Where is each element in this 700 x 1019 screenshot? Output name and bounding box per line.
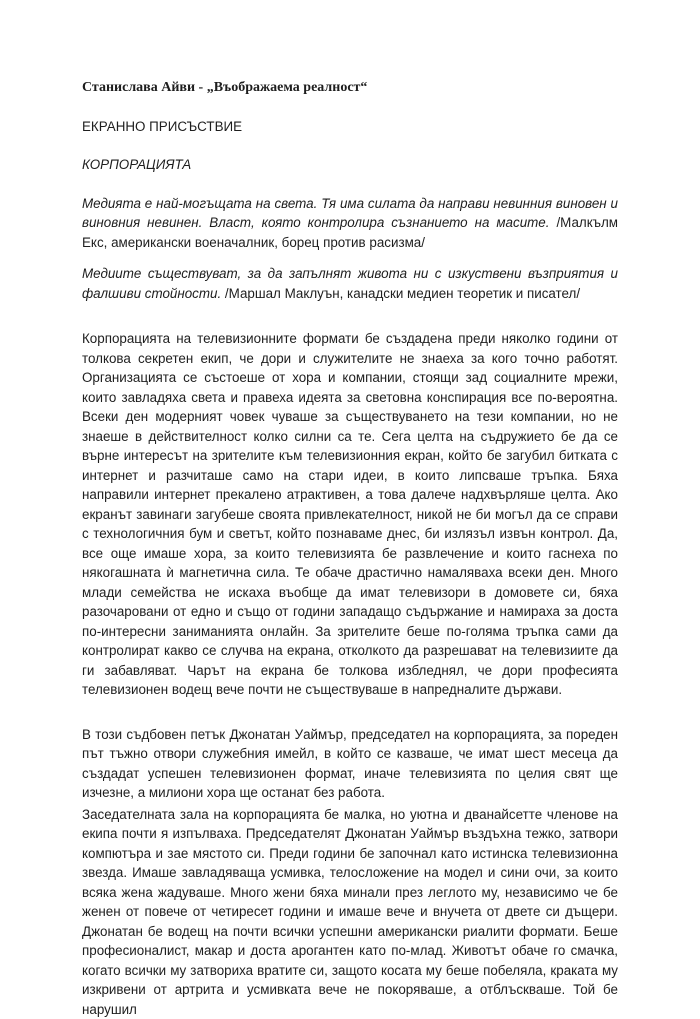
epigraph-text: Медиите съществуват, за да запълнят живота ни с изкуствени възприятия и фалшиви стойности. <box>82 266 618 301</box>
document-page <box>82 78 618 1019</box>
body-paragraph: Заседателната зала на корпорацията бе малка, но уютна и дванайсетте членове на екипа почти я изпълваха. Председателят Джонатан Уаймър въздъхна тежко, затвори компютъра и зае мястото си. Преди години бе започнал като истинска телевизионна звезда. Имаше завладяваща усмивка, телосложение на модел и сини очи, за които всяка жена жадуваше. Много жени бяха минали през леглото му, независимо че бе женен от повече от четиресет години и имаше вече и внучета от двете си дъщери. Джонатан бе водещ на почти всички успешни американски риалити формати. Беше професионалист, макар и доста арогантен като по-млад. Животът обаче го смачка, когато всички му затвориха вратите си, защото косата му беше побеляла, краката му изкривени от артрита и усмивката вече не покоряваше, а отблъскваше. Той бе нарушил <box>82 805 618 1019</box>
epigraph <box>82 264 618 303</box>
epigraph-attribution: /Малкълм Екс, американски военачалник, борец против расизма/ <box>82 215 618 250</box>
epigraph-text: Медията е най-могъщата на света. Тя има силата да направи невинния виновен и виновния невинен. Власт, която контролира съзнанието на масите. <box>82 196 618 231</box>
body-paragraph: В този съдбовен петък Джонатан Уаймър, председател на корпорацията, за пореден път тъжно отвори служебния имейл, в който се казваше, че имат шест месеца да създадат успешен телевизионен формат, иначе телевизията по целия свят ще изчезне, а милиони хора ще останат без работа. <box>82 725 618 803</box>
chapter-heading: КОРПОРАЦИЯТА <box>82 155 618 175</box>
epigraph <box>82 194 618 253</box>
section-heading: ЕКРАННО ПРИСЪСТВИЕ <box>82 117 618 137</box>
epigraph-attribution: /Маршал Маклуън, канадски медиен теоретик и писател/ <box>225 286 580 301</box>
body-paragraph: Корпорацията на телевизионните формати бе създадена преди няколко години от толкова секретен екип, че дори и служителите не знаеха за кого точно работят. Организацията се състоеше от хора и компании, стоящи зад социалните мрежи, които завладяха света и правеха идеята за световна конспирация все по-вероятна. Всеки ден модерният човек чуваше за съществуването на тези компании, но не знаеше в действителност колко силни са те. Сега целта на съдружието бе да се върне интересът на зрителите към телевизионния екран, който бе загубил битката с интернет и разчиташе само на стари идеи, в които липсваше тръпка. Бяха направили интернет прекалено атрактивен, а това далече надхвърляше целта. Ако екранът завинаги загубеше своята привлекателност, никой не би могъл да се справи с технологичния бум и светът, който познаваме днес, би излязъл извън контрол. Да, все още имаше хора, за които телевизията бе развлечение и които гаснеха по някогашната ѝ магнетична сила. Те обаче драстично намаляваха всеки ден. Много млади семейства не искаха въобще да имат телевизори в домовете си, бяха разочаровани от едно и също от години западащо съдържание и намираха за доста по-интересни заниманията онлайн. За зрителите беше по-голяма тръпка сами да контролират какво се случва на екрана, отколкото да разрешават на телевизиите да ги забавляват. Чарът на екрана бе толкова избледнял, че дори професията телевизионен водещ вече почти не съществуваше в напредналите държави. <box>82 329 618 700</box>
document-header: Станислава Айви - „Въображаема реалност“ <box>82 78 618 98</box>
